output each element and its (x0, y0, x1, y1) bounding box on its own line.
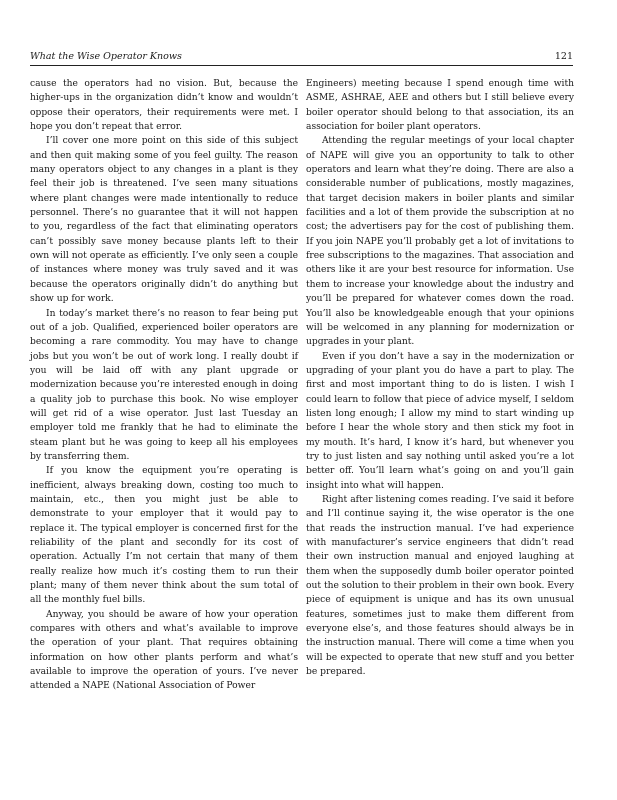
paragraph: cause the operators had no vision. But, because the higher-ups in the organization didn’t know and wouldn’t oppose their operators, their requirements were met. I hope you don’t repeat that error. (30, 79, 298, 133)
paragraph: Anyway, you should be aware of how your operation compares with others and what’s available to improve the operation of your plant. That requires obtaining information on how other plants perform and what’s available to improve the operation of yours. I’ve never attended a NAPE (National Association of Power (30, 609, 298, 692)
paragraph: Engineers) meeting because I spend enough time with ASME, ASHRAE, AEE and others but I still believe every boiler operator should belong to that association, its an association for boiler plant operators. (306, 79, 574, 133)
page-number: 121 (554, 51, 573, 62)
paragraph: Even if you don’t have a say in the modernization or upgrading of your plant you do have a part to play. The first and most important thing to do is listen. I wish I could learn to follow that piece of advice myself, I seldom listen long enough; I allow my mind to start winding up before I hear the whole story and then stick my foot in my mouth. It’s hard, I know it’s hard, but whenever you try to just listen and say nothing until asked you’re a lot better off. You’ll learn what’s going on and you’ll gain insight into what will happen. (306, 351, 574, 491)
paragraph: If you know the equipment you’re operating is inefficient, always breaking down, costing too much to maintain, etc., then you might just be able to demonstrate to your employer that it would pay to replace it. The typical employer is concerned first for the reliability of the plant and secondly for its cost of operation. Actually I’m not certain that many of them really realize how much it’s costing them to run their plant; many of them never think about the sum total of all the monthly fuel bills. (30, 466, 298, 606)
paragraph: In today’s market there’s no reason to fear being put out of a job. Qualified, experienced boiler operators are becoming a rare commodity. You may have to change jobs but you won’t be out of work long. I really doubt if you will be laid off with any plant upgrade or modernization because you’re interested enough in doing a quality job to purchase this book. No wise employer will get rid of a wise operator. Just last Tuesday an employer told me frankly that he had to eliminate the steam plant but he was going to keep all his employees by transferring them. (30, 308, 298, 462)
running-title: What the Wise Operator Knows (30, 51, 182, 62)
paragraph: Attending the regular meetings of your local chapter of NAPE will give you an opportunity to talk to other operators and learn what they’re doing. There are also a considerable number of publications, mostly magazines, that target decision makers in boiler plants and similar facilities and a lot of them provide the subscription at no cost; the advertisers pay for the cost of publishing them. If you join NAPE you’ll probably get a lot of invitations to free subscriptions to the magazines. That association and others like it are your best resource for information. Use them to increase your knowledge about the industry and you’ll be prepared for whatever comes down the road. You’ll also be knowledgeable enough that your opinions will be welcomed in any planning for modernization or upgrades in your plant. (306, 136, 574, 348)
running-header (30, 47, 573, 66)
paragraph: I’ll cover one more point on this side of this subject and then quit making some of you feel guilty. The reason many operators object to any changes in a plant is they feel their job is threatened. I’ve seen many situations where plant changes were made intentionally to reduce personnel. There’s no guarantee that it will not happen to you, regardless of the fact that eliminating operators can’t possibly save money because plants left to their own will not operate as efficiently. I’ve only seen a couple of instances where money was truly saved and it was because the operators originally didn’t do anything but show up for work. (30, 136, 298, 305)
paragraph: Right after listening comes reading. I’ve said it before and I’ll continue saying it, the wise operator is the one that reads the instruction manual. I’ve had experience with manufacturer’s service engineers that didn’t read their own instruction manual and enjoyed laughing at them when the supposedly dumb boiler operator pointed out the solution to their problem in their own book. Every piece of equipment is unique and has its own unusual features, sometimes just to make them different from everyone else’s, and those features should always be in the instruction manual. There will come a time when you will be expected to operate that new stuff and you better be prepared. (306, 494, 575, 678)
right-column (306, 77, 574, 679)
left-column (30, 77, 298, 694)
